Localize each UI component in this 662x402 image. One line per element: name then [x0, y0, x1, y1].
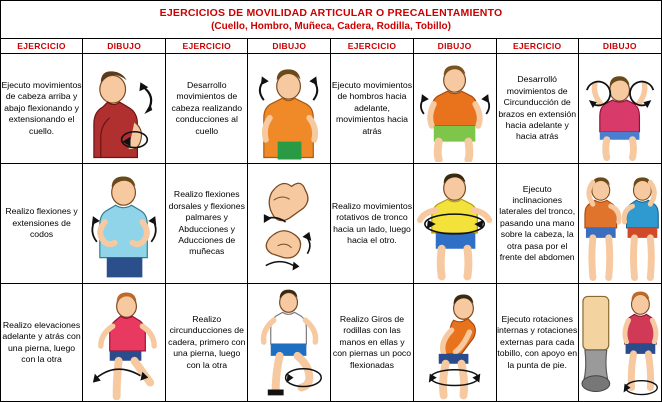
leg-raise-icon	[83, 286, 165, 400]
exercise-figure-arm-circumduction	[578, 54, 661, 164]
exercise-figure-ankle-rotation	[578, 284, 661, 402]
knee-rotation-icon	[414, 286, 496, 400]
exercise-description: Ejecuto movimientos de cabeza arriba y abajo flexionando y extensionando el cuello.	[1, 54, 83, 164]
exercise-figure-elbow-flexion	[83, 164, 166, 284]
exercise-description: Desarrolló movimientos de Circunducción de brazos en extensión hacia adelante y hacia atrás	[496, 54, 578, 164]
exercise-description: Realizo movimientos rotativos de tronco hacia un lado, luego hacia el otro.	[331, 164, 413, 284]
column-header-ejercicio-3: EJERCICIO	[331, 39, 413, 54]
trunk-rotation-icon	[414, 166, 496, 282]
ankle-rotation-icon	[579, 286, 661, 400]
exercise-figure-neck-up-down	[83, 54, 166, 164]
neck-rotation-icon	[248, 56, 330, 162]
table-row	[1, 284, 662, 402]
exercise-description: Ejecuto rotaciones internas y rotaciones externas para cada tobillo, con apoyo en la punta de pie.	[496, 284, 578, 402]
exercise-figure-wrist-flexion	[248, 164, 331, 284]
exercise-description: Realizo flexiones dorsales y flexiones palmares y Abducciones y Aducciones de muñecas	[166, 164, 248, 284]
exercise-figure-leg-raise	[83, 284, 166, 402]
lateral-trunk-bend-icon	[579, 166, 661, 282]
hip-circumduction-icon	[248, 286, 330, 400]
table-row	[1, 54, 662, 164]
column-header-dibujo-4: DIBUJO	[578, 39, 661, 54]
column-header-dibujo-3: DIBUJO	[413, 39, 496, 54]
title-line-1: EJERCICIOS DE MOVILIDAD ARTICULAR O PRECALENTAMIENTO	[159, 6, 503, 19]
exercise-description: Ejecuto inclinaciones laterales del tronco, pasando una mano sobre la cabeza, la otra pasa por el frente del abdomen	[496, 164, 578, 284]
exercise-figure-hip-circumduction	[248, 284, 331, 402]
exercise-figure-neck-rotation	[248, 54, 331, 164]
column-header-ejercicio-1: EJERCICIO	[1, 39, 83, 54]
exercise-figure-knee-rotation	[413, 284, 496, 402]
shoulder-forward-back-icon	[414, 56, 496, 162]
column-header-ejercicio-2: EJERCICIO	[166, 39, 248, 54]
exercise-description: Realizo elevaciones adelante y atrás con una pierna, luego con la otra	[1, 284, 83, 402]
column-header-dibujo-1: DIBUJO	[83, 39, 166, 54]
exercise-figure-trunk-rotation	[413, 164, 496, 284]
header-row	[1, 39, 662, 54]
exercise-figure-shoulder-forward-back	[413, 54, 496, 164]
neck-up-down-icon	[83, 56, 165, 162]
column-header-ejercicio-4: EJERCICIO	[496, 39, 578, 54]
elbow-flexion-icon	[83, 166, 165, 282]
arm-circumduction-icon	[579, 56, 661, 162]
exercise-description: Ejecuto movimientos de hombros hacia adelante, movimientos hacia atrás	[331, 54, 413, 164]
exercise-figure-lateral-trunk-bend	[578, 164, 661, 284]
exercise-description: Desarrollo movimientos de cabeza realizando conducciones al cuello	[166, 54, 248, 164]
column-header-dibujo-2: DIBUJO	[248, 39, 331, 54]
table-row	[1, 164, 662, 284]
exercise-description: Realizo Giros de rodillas con las manos en ellas y con piernas un poco flexionadas	[331, 284, 413, 402]
exercise-description: Realizo circunducciones de cadera, primero con una pierna, luego con la otra	[166, 284, 248, 402]
exercise-description: Realizo flexiones y extensiones de codos	[1, 164, 83, 284]
title-line-2: (Cuello, Hombro, Muñeca, Cadera, Rodilla, Tobillo)	[211, 20, 451, 32]
title-row	[1, 1, 662, 39]
document-title	[1, 1, 662, 39]
wrist-flexion-icon	[248, 166, 330, 282]
